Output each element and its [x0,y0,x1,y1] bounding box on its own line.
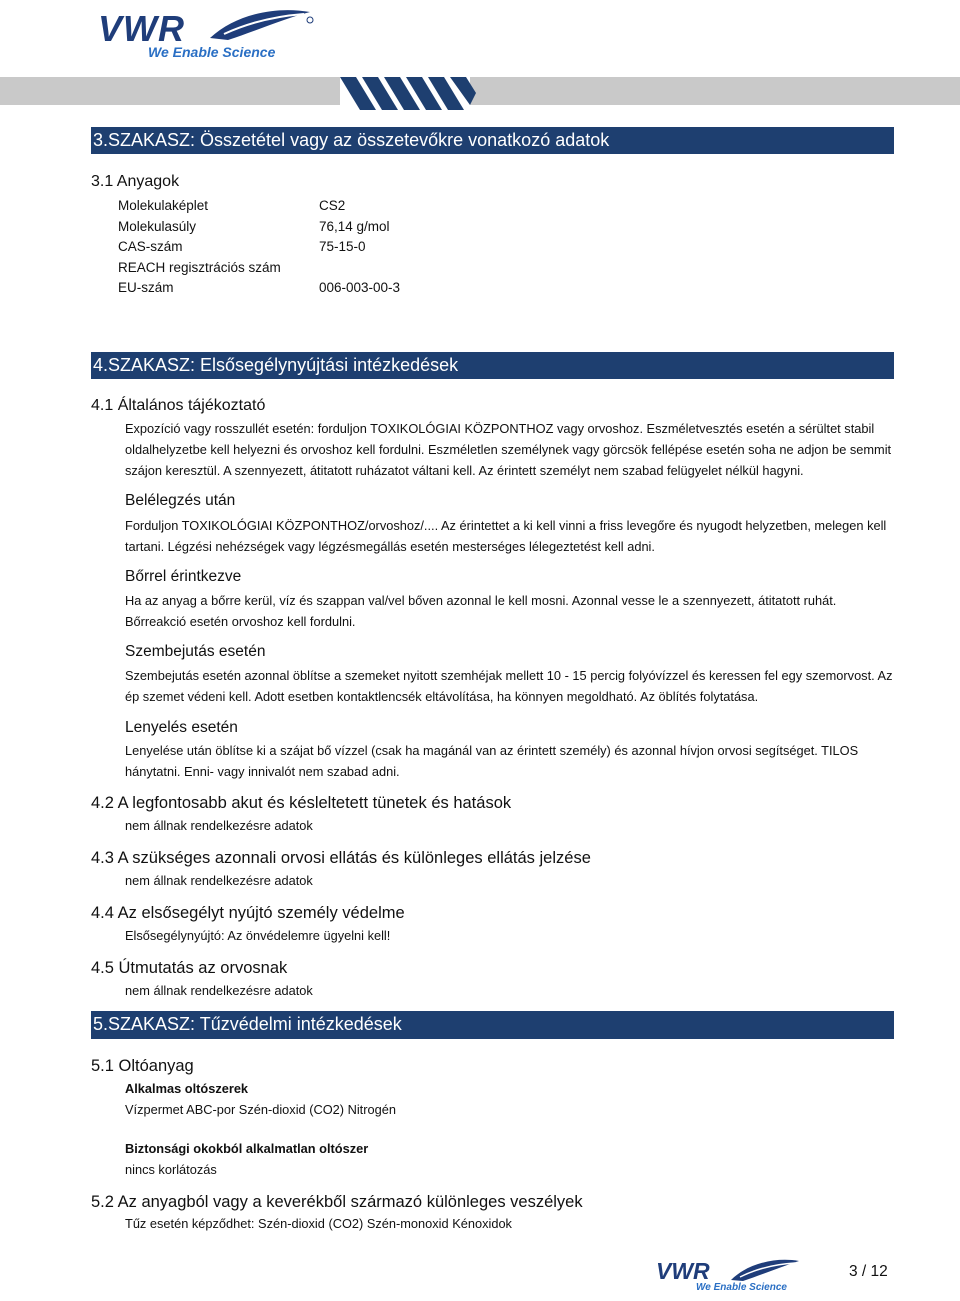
section3-1-title: 3.1 Anyagok [91,173,180,190]
row-value: CS2 [319,198,346,213]
row-label: EU-szám [118,280,174,295]
row-value: 76,14 g/mol [319,219,390,234]
footer-logo-tagline: We Enable Science [696,1282,787,1293]
vwr-logo-text: VWR [98,8,185,49]
suitable-media-text: Vízpermet ABC-por Szén-dioxid (CO2) Nitrogén [125,1102,396,1117]
section5-1-title: 5.1 Oltóanyag [91,1057,194,1075]
inhalation-title: Belélegzés után [125,492,236,509]
row-label: Molekulasúly [118,219,197,234]
section4-4-title: 4.4 Az elsősegélyt nyújtó személy védelme [91,904,405,922]
row-label: CAS-szám [118,239,183,254]
row-label: Molekulaképlet [118,198,209,213]
section3-header [91,127,894,154]
leaf-swoosh-icon [206,8,316,44]
section3-title: 3.SZAKASZ: Összetétel vagy az összetevőkre vonatkozó adatok [93,130,610,150]
eye-contact-title: Szembejutás esetén [125,643,266,660]
unsuitable-media-text: nincs korlátozás [125,1162,217,1177]
section5-2-title: 5.2 Az anyagból vagy a keverékből származó különleges veszélyek [91,1193,583,1211]
skin-contact-text: Ha az anyag a bőrre kerül, víz és szappan val/vel bőven azonnal le kell mosni. Azonnal vesse le a szennyezett, átitatott ruhát. Bőrreakció esetén orvoshoz kell fordulni. [125,593,837,629]
section4-5-text: nem állnak rendelkezésre adatok [125,983,313,998]
general-info-text: Expozíció vagy rosszullét esetén: forduljon TOXIKOLÓGIAI KÖZPONTHOZ vagy orvoshoz. Eszméletvesztés esetén a sérültet stabil oldalhelyzetbe kell helyezni és orvoshoz kell fordulni. Eszméletlen személynek vagy görcsök fellépése esetén soha ne adjon be semmit szájon keresztül. A szennyezett, átitatott ruházatot váltani kell. Az érintett személyt nem szabad felügyelet nélkül hagyni. [125,421,892,478]
ingestion-title: Lenyelés esetén [125,719,238,736]
vwr-logo [98,8,318,60]
section4-2-text: nem állnak rendelkezésre adatok [125,818,313,833]
page-number: 3 / 12 [849,1263,888,1280]
inhalation-text: Forduljon TOXIKOLÓGIAI KÖZPONTHOZ/orvoshoz/.... Az érintettet a ki kell vinni a friss levegőre és nyugodt helyzetben, melegen kell tartani. Légzési nehézségek vagy légzésmegállás esetén mesterséges lélegeztetést kell adni. [125,518,887,554]
vwr-logo-tagline: We Enable Science [148,44,276,60]
eye-contact-text: Szembejutás esetén azonnal öblítse a szemeket nyitott szemhéjak mellett 10 - 15 percig folyóvízzel és keressen fel egy szemorvost. Az ép szemet védeni kell. Adott esetben kontaktlencsék eltávolítása, ha könnyen megoldható. Az öblítés folytatása. [125,668,893,704]
section4-header [91,352,894,379]
section5-2-text: Tűz esetén képződhet: Szén-dioxid (CO2) Szén-monoxid Kénoxidok [125,1216,512,1231]
footer-vwr-logo [656,1258,816,1298]
suitable-media-title: Alkalmas oltószerek [125,1081,249,1096]
section4-5-title: 4.5 Útmutatás az orvosnak [91,959,288,977]
section4-title: 4.SZAKASZ: Elsősegélynyújtási intézkedések [93,355,459,375]
ingestion-text: Lenyelése után öblítse ki a szájat bő vízzel (csak ha magánál van az érintett személy) és azonnal hívjon orvosi segítséget. TILOS hánytatni. Enni- vagy innivalót nem szabad adni. [125,743,859,779]
footer-leaf-swoosh-icon [728,1258,803,1284]
skin-contact-title: Bőrrel érintkezve [125,568,242,585]
row-label: REACH regisztrációs szám [118,260,281,275]
section4-2-title: 4.2 A legfontosabb akut és késleltetett tünetek és hatások [91,794,512,812]
section4-4-text: Elsősegélynyújtó: Az önvédelemre ügyelni kell! [125,928,391,943]
section4-3-title: 4.3 A szükséges azonnali orvosi ellátás és különleges ellátás jelzése [91,849,591,867]
unsuitable-media-title: Biztonsági okokból alkalmatlan oltószer [125,1141,369,1156]
section4-3-text: nem állnak rendelkezésre adatok [125,873,313,888]
footer-logo-text: VWR [656,1258,710,1284]
section5-header [91,1011,894,1039]
section5-title: 5.SZAKASZ: Tűzvédelmi intézkedések [93,1014,402,1034]
row-value: 75-15-0 [319,239,366,254]
header-banner [0,73,960,110]
section4-1-title: 4.1 Általános tájékoztató [91,397,266,414]
row-value: 006-003-00-3 [319,280,401,295]
